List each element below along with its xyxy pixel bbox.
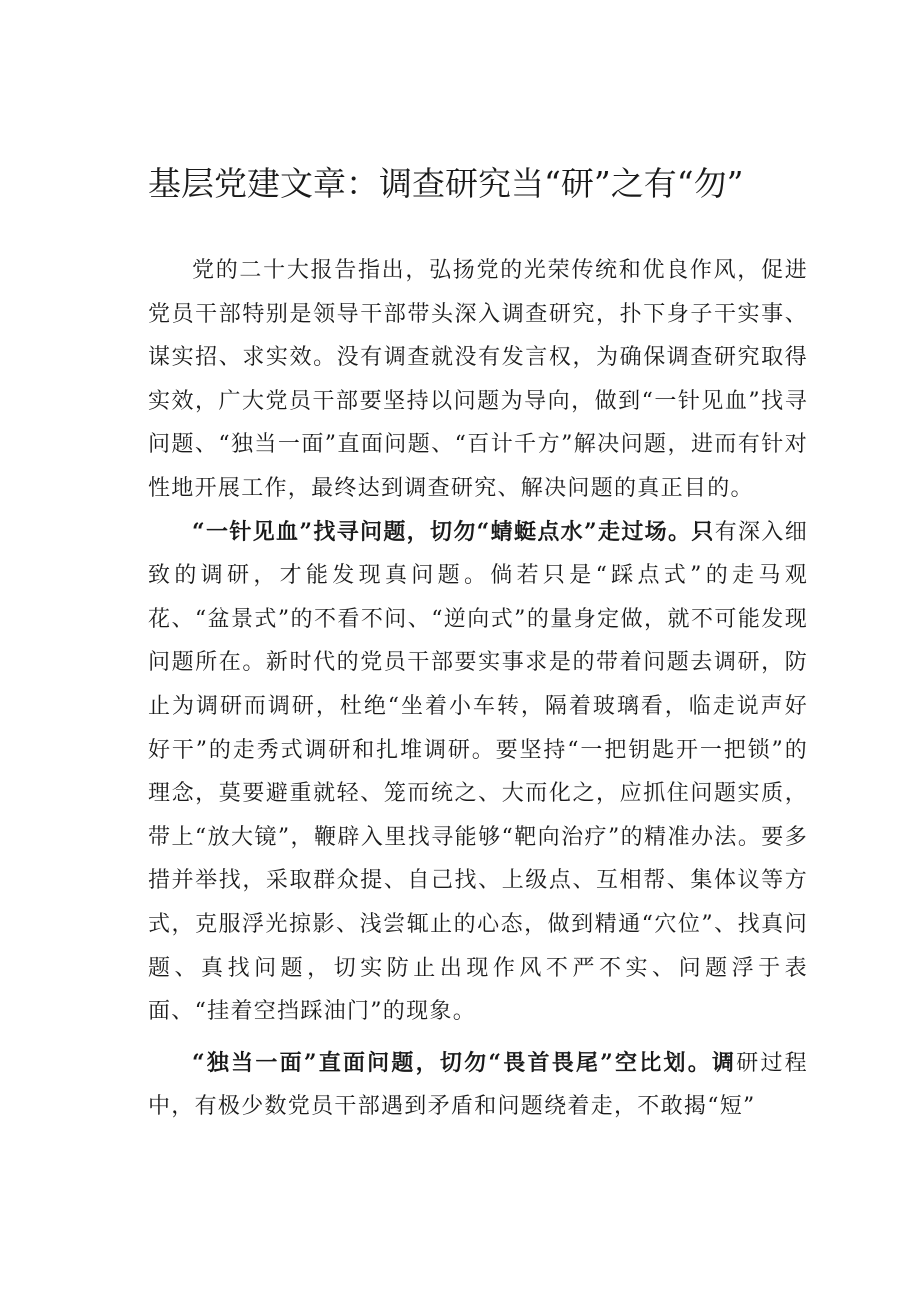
paragraph-lead: “独当一面”直面问题，切勿“畏首畏尾”空比划。调 [192,1049,737,1076]
paragraph-text: 研过程中，有极少数党员干部遇到矛盾和问题绕着走，不敢揭“短” [148,1050,808,1120]
document-title: 基层党建文章：调查研究当“研”之有“勿” [148,164,744,203]
paragraph-text: 有深入细致的调研，才能发现真问题。倘若只是“踩点式”的走马观花、“盆景式”的不看不问、“逆向式”的量身定做，就不可能发现问题所在。新时代的党员干部要实事求是的带着问题去调研，防止为调研而调研，杜绝“坐着小车转，隔着玻璃看，临走说声好好干”的走秀式调研和扎堆调研。要坚持“一把钥匙开一把锁”的理念，莫要避重就轻、笼而统之、大而化之，应抓住问题实质，带上“放大镜”，鞭辟入里找寻能够“靶向治疗”的精准办法。要多措并举找，采取群众提、自己找、上级点、互相帮、集体议等方式，克服浮光掠影、浅尝辄止的心态，做到精通“穴位”、找真问题、真找问题，切实防止出现作风不严不实、问题浮于表面、“挂着空挡踩油门”的现象。 [148,519,808,1025]
paragraph-text: 党的二十大报告指出，弘扬党的光荣传统和优良作风，促进党员干部特别是领导干部带头深入调查研究，扑下身子干实事、谋实招、求实效。没有调查就没有发言权，为确保调查研究取得实效，广大党员干部要坚持以问题为导向，做到“一针见血”找寻问题、“独当一面”直面问题、“百计千方”解决问题，进而有针对性地开展工作，最终达到调查研究、解决问题的真正目的。 [148,258,808,501]
paragraph-lead: “一针见血”找寻问题，切勿“蜻蜓点水”走过场。只 [192,518,715,545]
paragraph-face-problems [148,1042,808,1129]
paragraph-find-problems [148,511,808,1034]
document-body [148,249,808,1129]
paragraph-intro [148,249,808,511]
